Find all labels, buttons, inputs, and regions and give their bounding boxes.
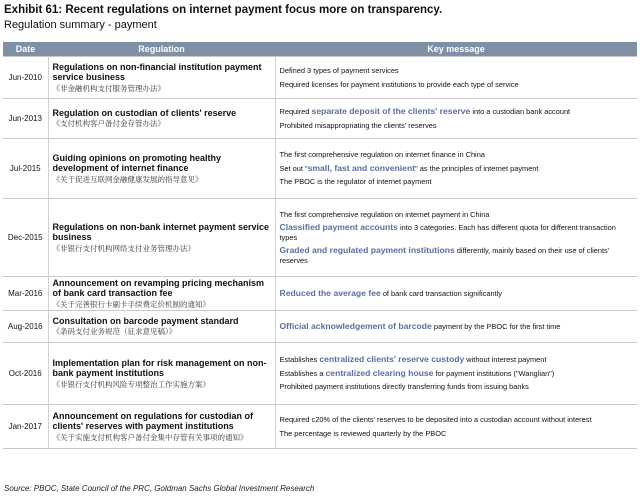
row-regulation bbox=[48, 277, 275, 311]
highlighted-phrase: Reduced the average fee bbox=[279, 287, 381, 298]
regulation-english-name: Regulation on custodian of clients' reserve bbox=[52, 107, 237, 118]
key-message bbox=[280, 369, 635, 379]
regulation-english-name: Announcement on revamping pricing mechanism of bank card transaction fee bbox=[52, 277, 265, 298]
message-text: Prohibited payment institutions directly transferring funds from issuing banks bbox=[279, 382, 529, 392]
table-row bbox=[3, 199, 637, 277]
key-message bbox=[280, 429, 635, 439]
message-text: The PBOC is the regulator of internet payment bbox=[279, 177, 432, 187]
table-header-row bbox=[3, 42, 637, 57]
message-text: Required c20% of the clients' reserves to be deposited into a custodian account without interest bbox=[279, 415, 592, 424]
key-message bbox=[280, 382, 635, 392]
row-regulation bbox=[48, 99, 275, 139]
regulation-chinese-name: 《条码支付业务规范（征求意见稿）》 bbox=[52, 327, 177, 337]
key-message bbox=[280, 223, 635, 242]
regulation-english-name: Announcement on regulations for custodian of clients' reserves with payment institutions bbox=[52, 410, 254, 431]
key-message bbox=[280, 121, 635, 131]
key-message bbox=[280, 415, 635, 425]
regulation-english-name: Consultation on barcode payment standard bbox=[52, 315, 239, 326]
row-key-messages bbox=[275, 277, 637, 311]
regulation-chinese-name: 《非银行支付机构网络支付业务管理办法》 bbox=[52, 243, 195, 253]
highlighted-phrase: small, fast and convenient bbox=[307, 162, 416, 173]
key-message bbox=[280, 150, 635, 160]
key-message bbox=[280, 177, 635, 187]
regulation-english-name: Regulations on non-financial institution payment service business bbox=[52, 61, 262, 82]
message-text: The first comprehensive regulation on internet payment in China bbox=[279, 209, 490, 219]
message-text: of bank card transaction significantly bbox=[380, 288, 502, 298]
message-text: without interest payment bbox=[464, 355, 547, 365]
row-key-messages bbox=[275, 405, 637, 449]
highlighted-phrase: separate deposit of the clients' reserve bbox=[311, 106, 471, 116]
message-column-header: Key message bbox=[275, 42, 637, 57]
message-text: The percentage is reviewed quarterly by the PBOC bbox=[279, 428, 447, 438]
regulation-table bbox=[3, 42, 637, 449]
row-date: Oct-2016 bbox=[3, 343, 48, 405]
key-message bbox=[280, 66, 635, 76]
row-regulation bbox=[48, 405, 275, 449]
highlighted-phrase: Classified payment accounts bbox=[279, 222, 398, 233]
message-text: payment by the PBOC for the first time bbox=[431, 321, 561, 331]
row-regulation bbox=[48, 199, 275, 277]
row-key-messages bbox=[275, 139, 637, 199]
message-text: The first comprehensive regulation on internet finance in China bbox=[279, 150, 485, 160]
regulation-english-name: Implementation plan for risk management on non-bank payment institutions bbox=[52, 357, 267, 378]
message-text: Required bbox=[279, 107, 312, 116]
highlighted-phrase: Graded and regulated payment institutions bbox=[279, 245, 455, 256]
key-message bbox=[280, 210, 635, 220]
row-key-messages bbox=[275, 343, 637, 405]
key-message bbox=[280, 355, 635, 365]
message-text: Defined 3 types of payment services bbox=[279, 66, 399, 75]
regulation-chinese-name: 《关于完善银行卡刷卡手续费定价机制的通知》 bbox=[52, 299, 210, 309]
message-text: Establishes bbox=[279, 355, 320, 365]
date-column-header: Date bbox=[3, 42, 48, 57]
row-regulation bbox=[48, 311, 275, 343]
row-regulation bbox=[48, 57, 275, 99]
message-text: Required licenses for payment institutions to provide each type of service bbox=[279, 79, 519, 89]
key-message bbox=[280, 322, 635, 332]
message-text: Establishes a bbox=[279, 368, 326, 378]
row-key-messages bbox=[275, 199, 637, 277]
message-text: Set out " bbox=[279, 163, 308, 173]
row-date: Jun-2013 bbox=[3, 99, 48, 139]
message-text: into a custodian bank account bbox=[470, 107, 571, 116]
key-message bbox=[280, 246, 635, 265]
highlighted-phrase: centralized clients' reserve custody bbox=[319, 354, 465, 365]
regulation-english-name: Regulations on non-bank internet payment service business bbox=[52, 221, 270, 242]
message-text: into 3 categories. Each has different quota for different transaction types bbox=[279, 223, 616, 242]
regulation-english-name: Guiding opinions on promoting healthy development of internet finance bbox=[52, 152, 221, 173]
row-date: Jul-2015 bbox=[3, 139, 48, 199]
message-text: differently, mainly based on their use of clients' reserves bbox=[279, 246, 610, 265]
regulation-chinese-name: 《非金融机构支付服务管理办法》 bbox=[52, 83, 165, 93]
source-note: Source: PBOC, State Council of the PRC, Goldman Sachs Global Investment Research bbox=[4, 484, 315, 493]
row-regulation bbox=[48, 343, 275, 405]
highlighted-phrase: Official acknowledgement of barcode bbox=[279, 320, 432, 331]
regulation-chinese-name: 《非银行支付机构风险专项整治工作实施方案》 bbox=[52, 379, 210, 389]
key-message bbox=[280, 80, 635, 90]
row-key-messages bbox=[275, 99, 637, 139]
row-date: Jun-2010 bbox=[3, 57, 48, 99]
table-row bbox=[3, 139, 637, 199]
exhibit-title: Exhibit 61: Recent regulations on internet payment focus more on transparency. bbox=[4, 4, 443, 16]
row-regulation bbox=[48, 139, 275, 199]
table-row bbox=[3, 99, 637, 139]
regulation-chinese-name: 《关于实施支付机构客户备付金集中存管有关事项的通知》 bbox=[52, 432, 248, 442]
regulation-chinese-name: 《关于促进互联网金融健康发展的指导意见》 bbox=[52, 174, 203, 184]
table-row bbox=[3, 311, 637, 343]
table-row bbox=[3, 405, 637, 449]
key-message bbox=[280, 107, 635, 117]
message-text: Prohibited misappropriating the clients' reserves bbox=[279, 120, 437, 130]
message-text: for payment institutions ("Wanglian") bbox=[433, 368, 555, 378]
table-row bbox=[3, 343, 637, 405]
highlighted-phrase: centralized clearing house bbox=[325, 367, 434, 378]
table-row bbox=[3, 277, 637, 311]
row-date: Aug-2016 bbox=[3, 311, 48, 343]
table-row bbox=[3, 57, 637, 99]
regulation-column-header: Regulation bbox=[48, 42, 275, 57]
message-text: " as the principles of internet payment bbox=[415, 163, 539, 173]
row-date: Jan-2017 bbox=[3, 405, 48, 449]
row-date: Dec-2015 bbox=[3, 199, 48, 277]
key-message bbox=[280, 289, 635, 299]
key-message bbox=[280, 164, 635, 174]
row-key-messages bbox=[275, 311, 637, 343]
exhibit-subtitle: Regulation summary - payment bbox=[4, 19, 157, 31]
row-date: Mar-2016 bbox=[3, 277, 48, 311]
row-key-messages bbox=[275, 57, 637, 99]
regulation-chinese-name: 《支付机构客户备付金存管办法》 bbox=[52, 119, 165, 129]
